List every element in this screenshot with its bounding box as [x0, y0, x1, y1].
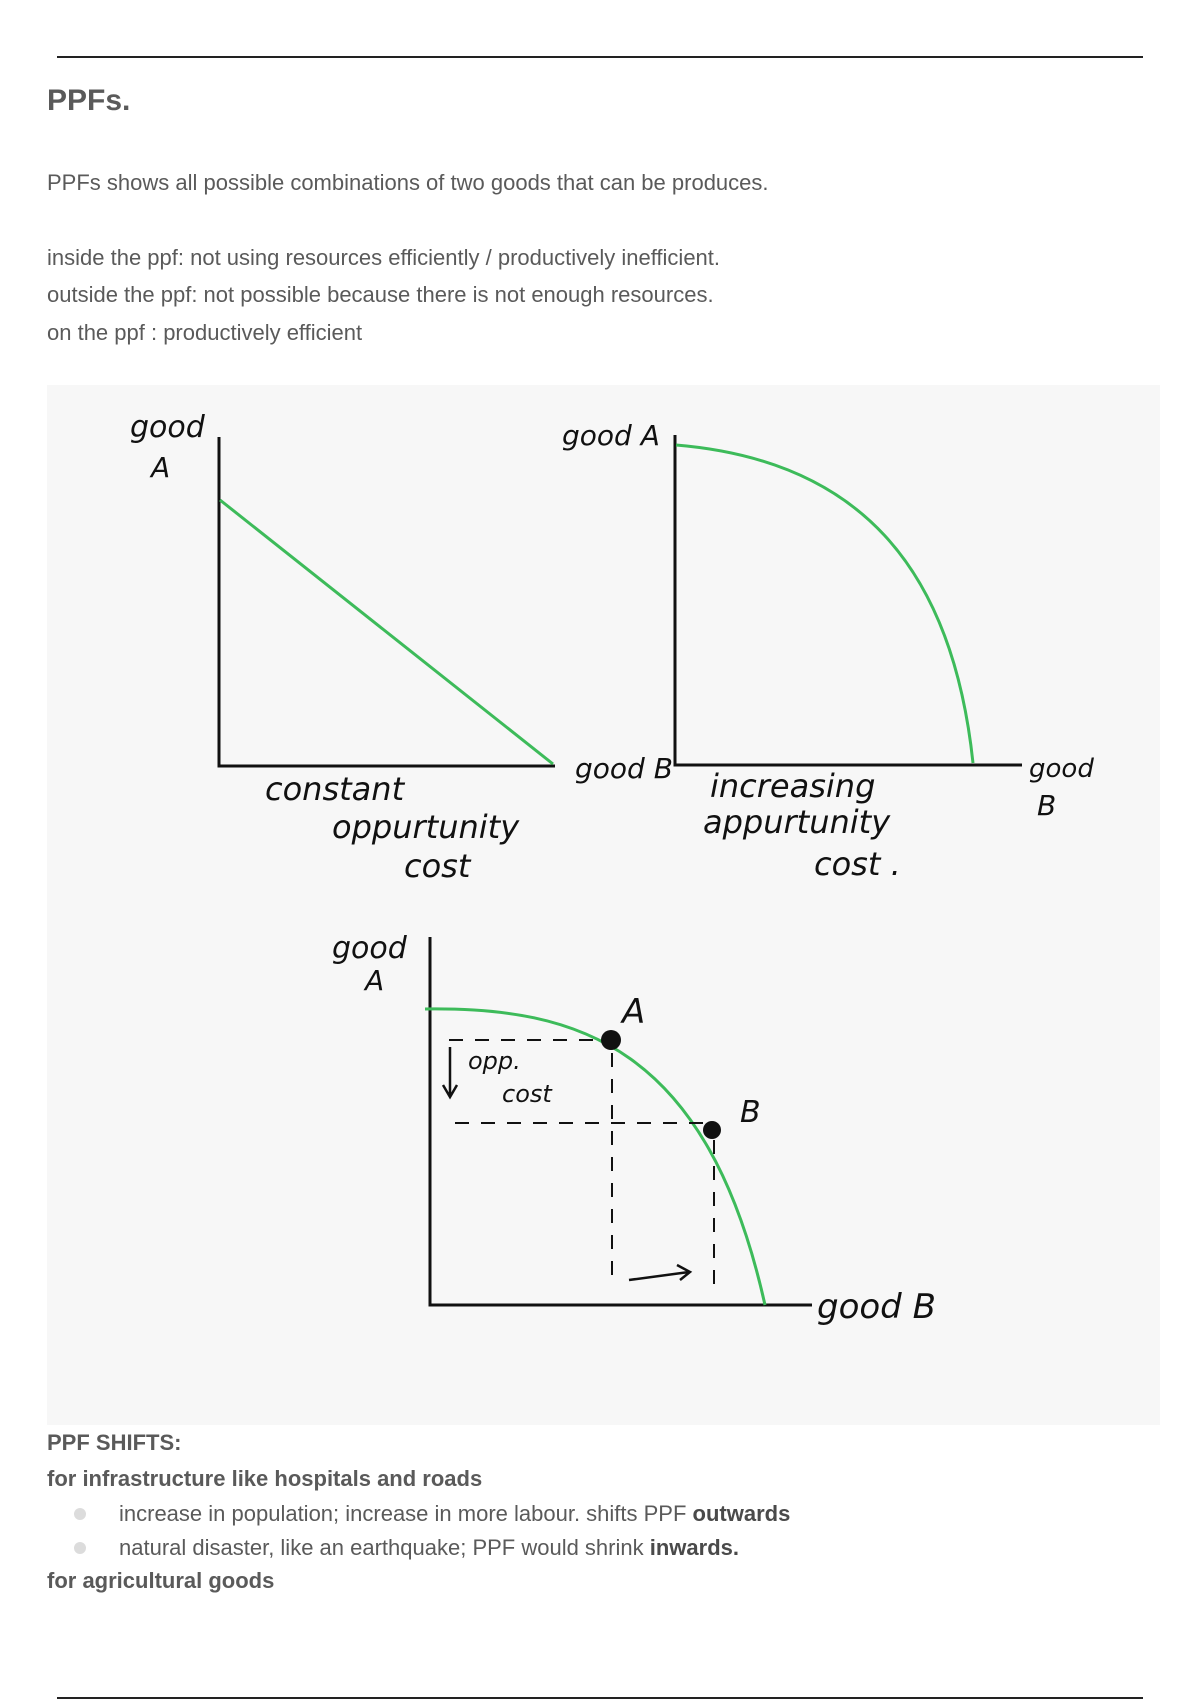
note-on: on the ppf : productively efficient	[47, 320, 363, 345]
bullet-dot-icon	[74, 1542, 86, 1554]
graph-increasing-cost	[562, 419, 1094, 883]
shift-bullet-list	[72, 1497, 790, 1565]
graph3-y-label-letter: A	[365, 964, 385, 997]
graph3-point-a	[601, 1030, 621, 1050]
bottom-divider	[57, 1697, 1143, 1699]
graph3-down-arrow	[443, 1047, 457, 1097]
graph1-ppf-line	[220, 500, 553, 764]
note-inside: inside the ppf: not using resources efficiently / productively inefficient.	[47, 245, 721, 270]
bullet-bold: outwards	[692, 1501, 791, 1526]
note-outside: outside the ppf: not possible because there is not enough resources.	[47, 282, 714, 307]
graph2-ppf-curve	[676, 445, 973, 763]
graph1-x-label: good B	[575, 752, 673, 785]
graph1-caption-3: cost	[404, 847, 471, 885]
top-divider	[57, 56, 1143, 58]
ppf-shifts-heading: PPF SHIFTS:	[47, 1430, 182, 1455]
graph-constant-cost	[130, 410, 673, 885]
graph3-annotation-1: opp.	[468, 1047, 521, 1075]
graph3-point-a-label: A	[622, 992, 646, 1032]
bullet-text: increase in population; increase in more labour. shifts PPF	[119, 1501, 693, 1526]
graph1-caption-2: oppurtunity	[332, 808, 520, 846]
graph3-point-b	[703, 1121, 721, 1139]
graph1-caption-1: constant	[265, 770, 405, 808]
ppf-sketch-svg	[47, 385, 1160, 1425]
graph3-y-label: good	[332, 931, 407, 966]
graph3-right-arrow	[629, 1265, 690, 1280]
graph1-axes	[219, 437, 555, 766]
graph-opportunity-cost	[332, 931, 936, 1327]
bullet-text: natural disaster, like an earthquake; PPF would shrink	[119, 1535, 650, 1560]
graph2-axes	[675, 435, 1022, 765]
graph1-y-label-letter: A	[151, 451, 171, 484]
ppf-sketch-image	[47, 385, 1160, 1425]
page-title: PPFs.	[47, 84, 131, 117]
graph2-caption-2: appurtunity	[703, 803, 891, 841]
bullet-dot-icon	[74, 1508, 86, 1520]
graph2-caption-1: increasing	[710, 767, 876, 805]
graph2-x-label-letter: B	[1037, 789, 1057, 822]
infrastructure-heading: for infrastructure like hospitals and roads	[47, 1466, 483, 1491]
bullet-bold: inwards.	[649, 1535, 739, 1560]
graph2-x-label: good	[1029, 754, 1094, 784]
agricultural-heading: for agricultural goods	[47, 1568, 275, 1593]
graph3-annotation-2: cost	[502, 1080, 552, 1108]
graph3-point-b-label: B	[740, 1095, 761, 1130]
ppf-definition: PPFs shows all possible combinations of two goods that can be produces.	[47, 170, 769, 195]
graph1-y-label: good	[130, 410, 205, 445]
graph2-y-label: good A	[562, 419, 660, 452]
graph3-x-label: good B	[817, 1287, 936, 1327]
list-item	[72, 1497, 790, 1531]
graph2-caption-3: cost .	[814, 845, 901, 883]
list-item	[72, 1531, 790, 1565]
